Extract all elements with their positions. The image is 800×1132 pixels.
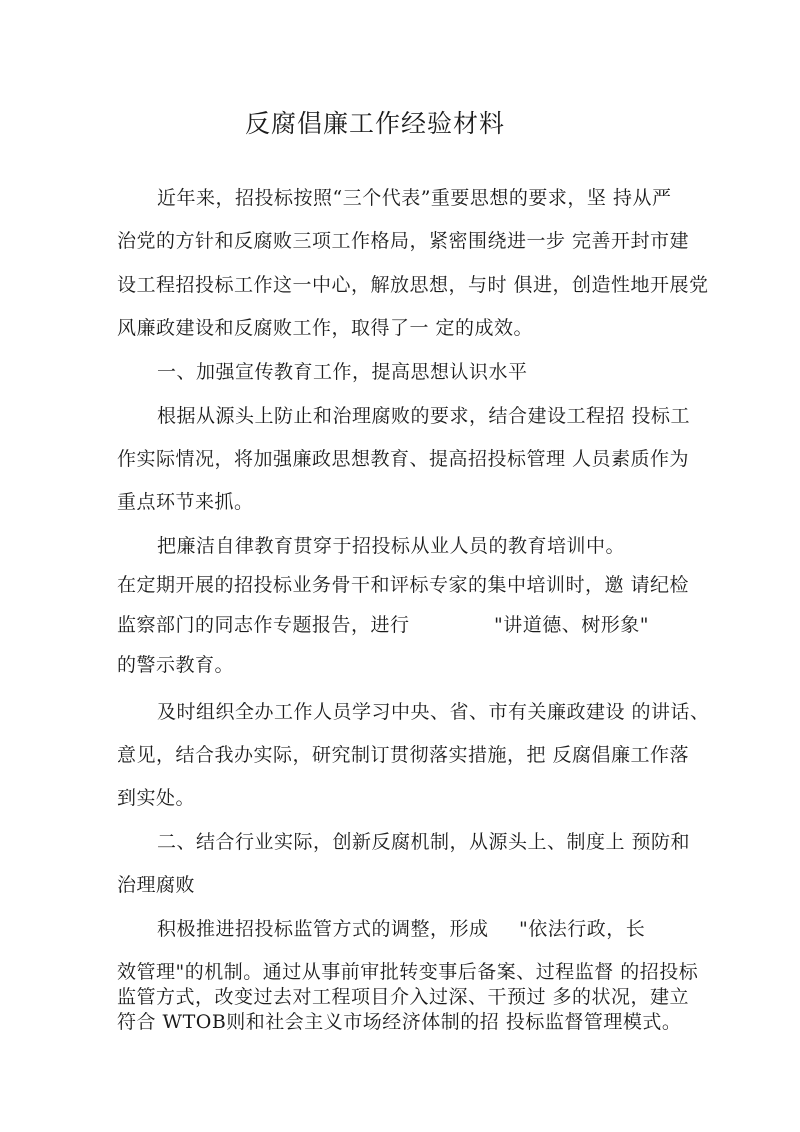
- quoted-phrase: "讲道德、树形象": [494, 614, 649, 636]
- paragraph-line: 到实处。: [117, 787, 196, 809]
- paragraph-line: 意见，结合我办实际，研究制订贯彻落实措施，把 反腐倡廉工作落: [117, 744, 690, 766]
- document-title: 反腐倡廉工作经验材料: [244, 109, 505, 138]
- paragraph-line: 及时组织全办工作人员学习中央、省、市有关廉政建设 的讲话、: [157, 701, 710, 723]
- paragraph-line: 设工程招投标工作这一中心，解放思想，与时 俱进，创造性地开展党: [117, 274, 709, 296]
- paragraph-line: 符合 WTOB则和社会主义市场经济体制的招 投标监督管理模式。: [117, 1011, 682, 1033]
- paragraph-line: 效管理"的机制。通过从事前审批转变事后备案、过程监督 的招投标: [117, 961, 699, 983]
- paragraph-line: 把廉洁自律教育贯穿于招投标从业人员的教育培训中。: [157, 535, 626, 557]
- paragraph-line: 风廉政建设和反腐败工作，取得了一 定的成效。: [117, 317, 534, 339]
- paragraph-line: 监管方式，改变过去对工程项目介入过深、干预过 多的状况，建立: [117, 986, 690, 1008]
- quoted-phrase: "依法行政，长: [519, 918, 646, 940]
- section-heading: 二、结合行业实际，创新反腐机制，从源头上、制度上 预防和: [157, 831, 691, 853]
- paragraph-line: 作实际情况，将加强廉政思想教育、提高招投标管理 人员素质作为: [117, 448, 690, 470]
- paragraph-line: 治党的方针和反腐败三项工作格局，紧密围绕进一步 完善开封市建: [117, 230, 690, 252]
- paragraph-line: 近年来，招投标按照“三个代表”重要思想的要求，坚 持从严: [157, 187, 672, 209]
- paragraph-line: 重点环节来抓。: [117, 491, 254, 513]
- section-heading: 一、加强宣传教育工作，提高思想认识水平: [157, 361, 528, 383]
- paragraph-line: 监察部门的同志作专题报告，进行: [117, 614, 410, 636]
- paragraph-line: 的警示教育。: [117, 654, 235, 676]
- paragraph-line: 根据从源头上防止和治理腐败的要求，结合建设工程招 投标工: [157, 405, 691, 427]
- section-heading-continued: 治理腐败: [117, 874, 196, 896]
- paragraph-line: 在定期开展的招投标业务骨干和评标专家的集中培训时，邀 请纪检: [117, 574, 690, 596]
- paragraph-line: 积极推进招投标监管方式的调整，形成: [157, 918, 489, 940]
